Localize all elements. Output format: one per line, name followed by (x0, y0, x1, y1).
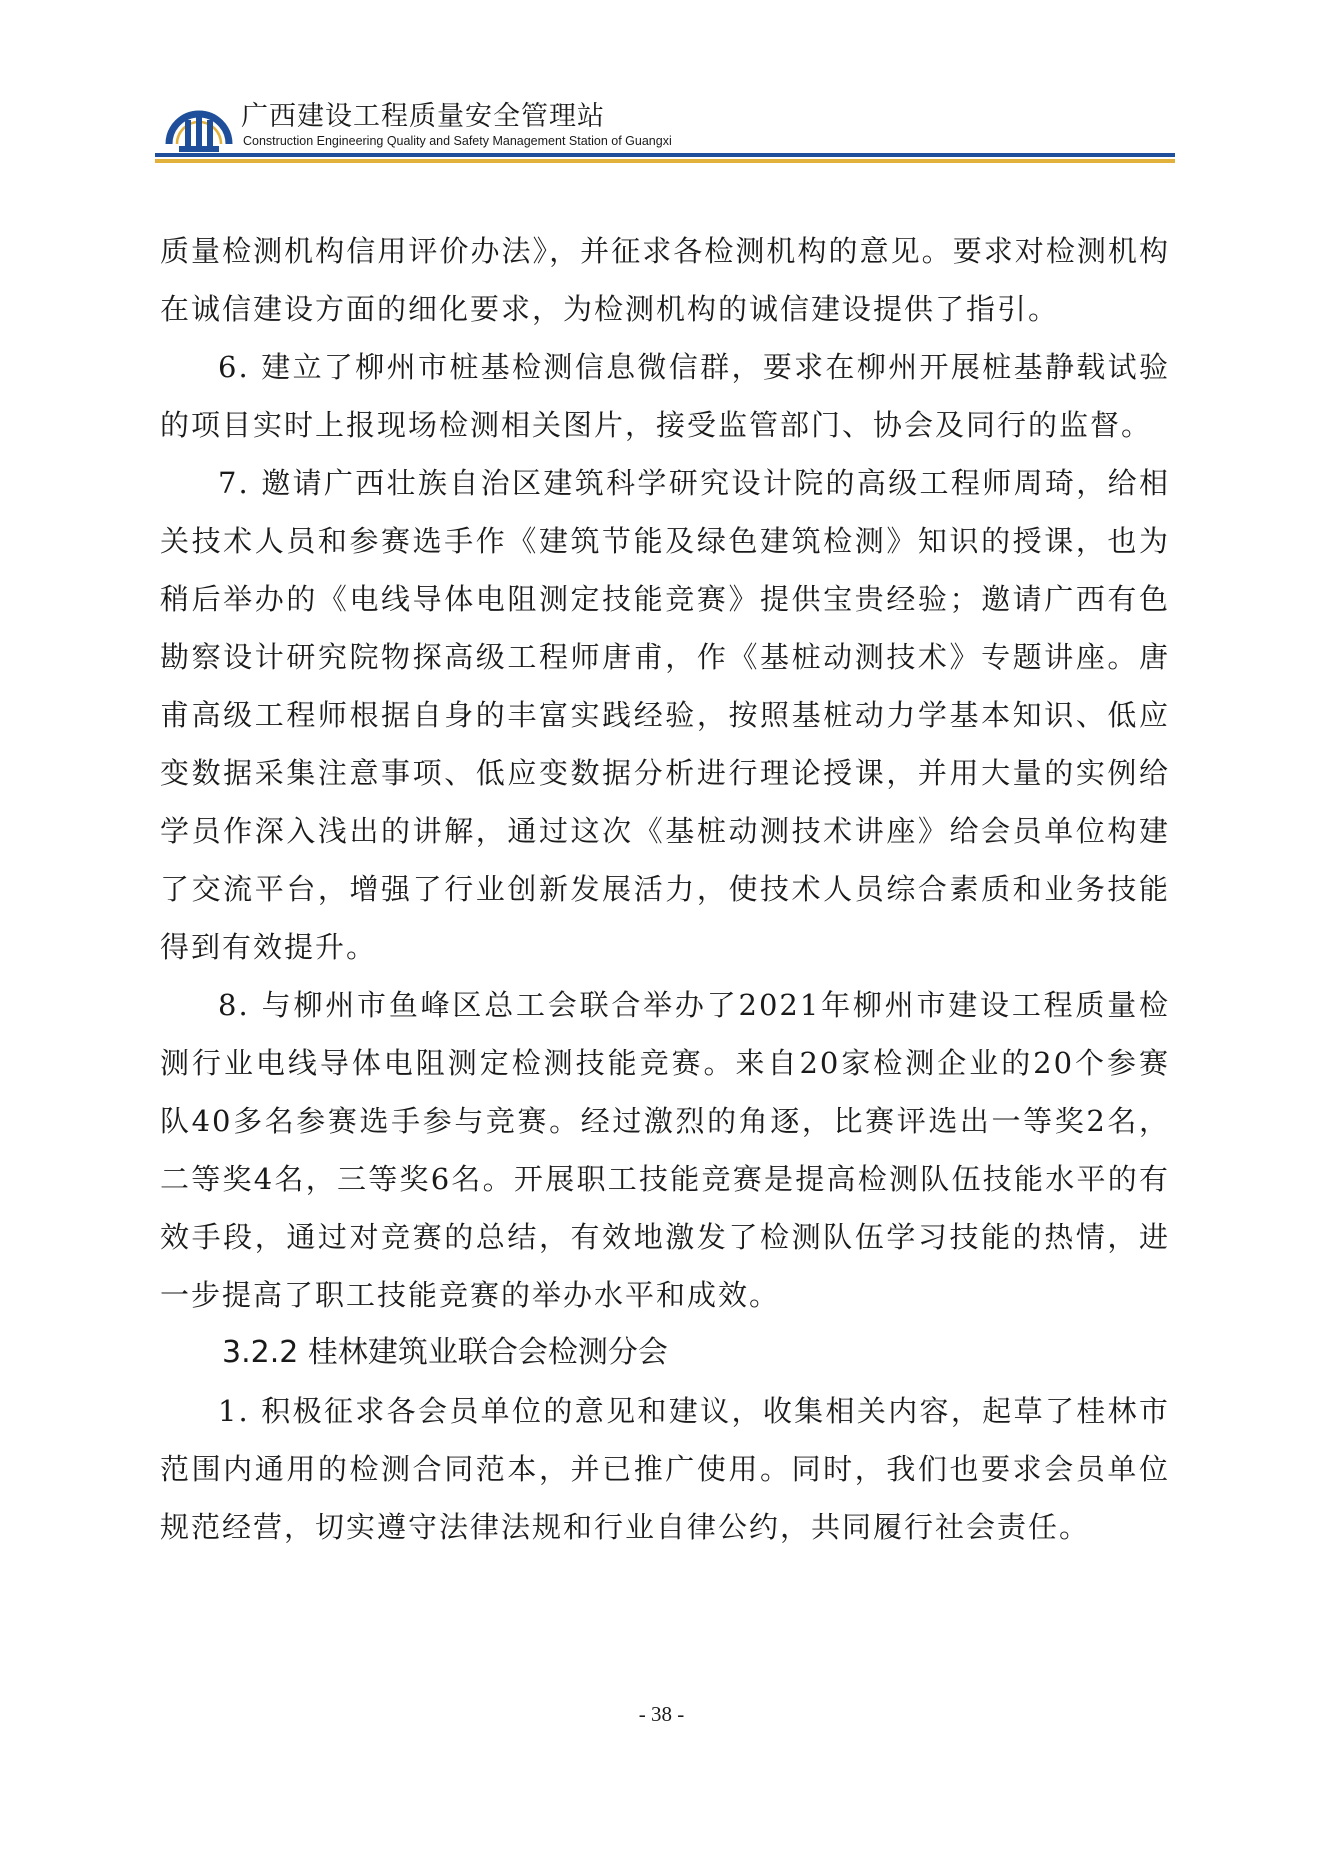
paragraph: 1. 积极征求各会员单位的意见和建议，收集相关内容，起草了桂林市范围内通用的检测合同范本，并已推广使用。同时，我们也要求会员单位规范经营，切实遵守法律法规和行业自律公约，共同履行社会责任。 (160, 1394, 1170, 1544)
organization-name-english: Construction Engineering Quality and Safety Management Station of Guangxi (243, 134, 672, 148)
paragraph: 7. 邀请广西壮族自治区建筑科学研究设计院的高级工程师周琦，给相关技术人员和参赛选手作《建筑节能及绿色建筑检测》知识的授课，也为稍后举办的《电线导体电阻测定技能竞赛》提供宝贵经验；邀请广西有色勘察设计研究院物探高级工程师唐甫，作《基桩动测技术》专题讲座。唐甫高级工程师根据自身的丰富实践经验，按照基桩动力学基本知识、低应变数据采集注意事项、低应变数据分析进行理论授课，并用大量的实例给学员作深入浅出的讲解，通过这次《基桩动测技术讲座》给会员单位构建了交流平台，增强了行业创新发展活力，使技术人员综合素质和业务技能得到有效提升。 (160, 466, 1170, 964)
guangxi-station-logo-icon (163, 94, 235, 160)
paragraph: 质量检测机构信用评价办法》，并征求各检测机构的意见。要求对检测机构在诚信建设方面的细化要求，为检测机构的诚信建设提供了指引。 (160, 234, 1170, 326)
page-header (155, 82, 1175, 172)
paragraph: 6. 建立了柳州市桩基检测信息微信群，要求在柳州开展桩基静载试验的项目实时上报现场检测相关图片，接受监管部门、协会及同行的监督。 (160, 350, 1170, 442)
page-body (160, 222, 1170, 1556)
section-heading: 3.2.2 桂林建筑业联合会检测分会 (222, 1335, 668, 1370)
paragraph: 8. 与柳州市鱼峰区总工会联合举办了2021年柳州市建设工程质量检测行业电线导体电阻测定检测技能竞赛。来自20家检测企业的20个参赛队40多名参赛选手参与竞赛。经过激烈的角逐，比赛评选出一等奖2名，二等奖4名，三等奖6名。开展职工技能竞赛是提高检测队伍技能水平的有效手段，通过对竞赛的总结，有效地激发了检测队伍学习技能的热情，进一步提高了职工技能竞赛的举办水平和成效。 (160, 988, 1170, 1312)
header-rule-blue (155, 153, 1175, 157)
header-rule-gold (155, 159, 1175, 163)
organization-name-chinese: 广西建设工程质量安全管理站 (241, 101, 605, 132)
page-number: - 38 - (638, 1702, 685, 1726)
